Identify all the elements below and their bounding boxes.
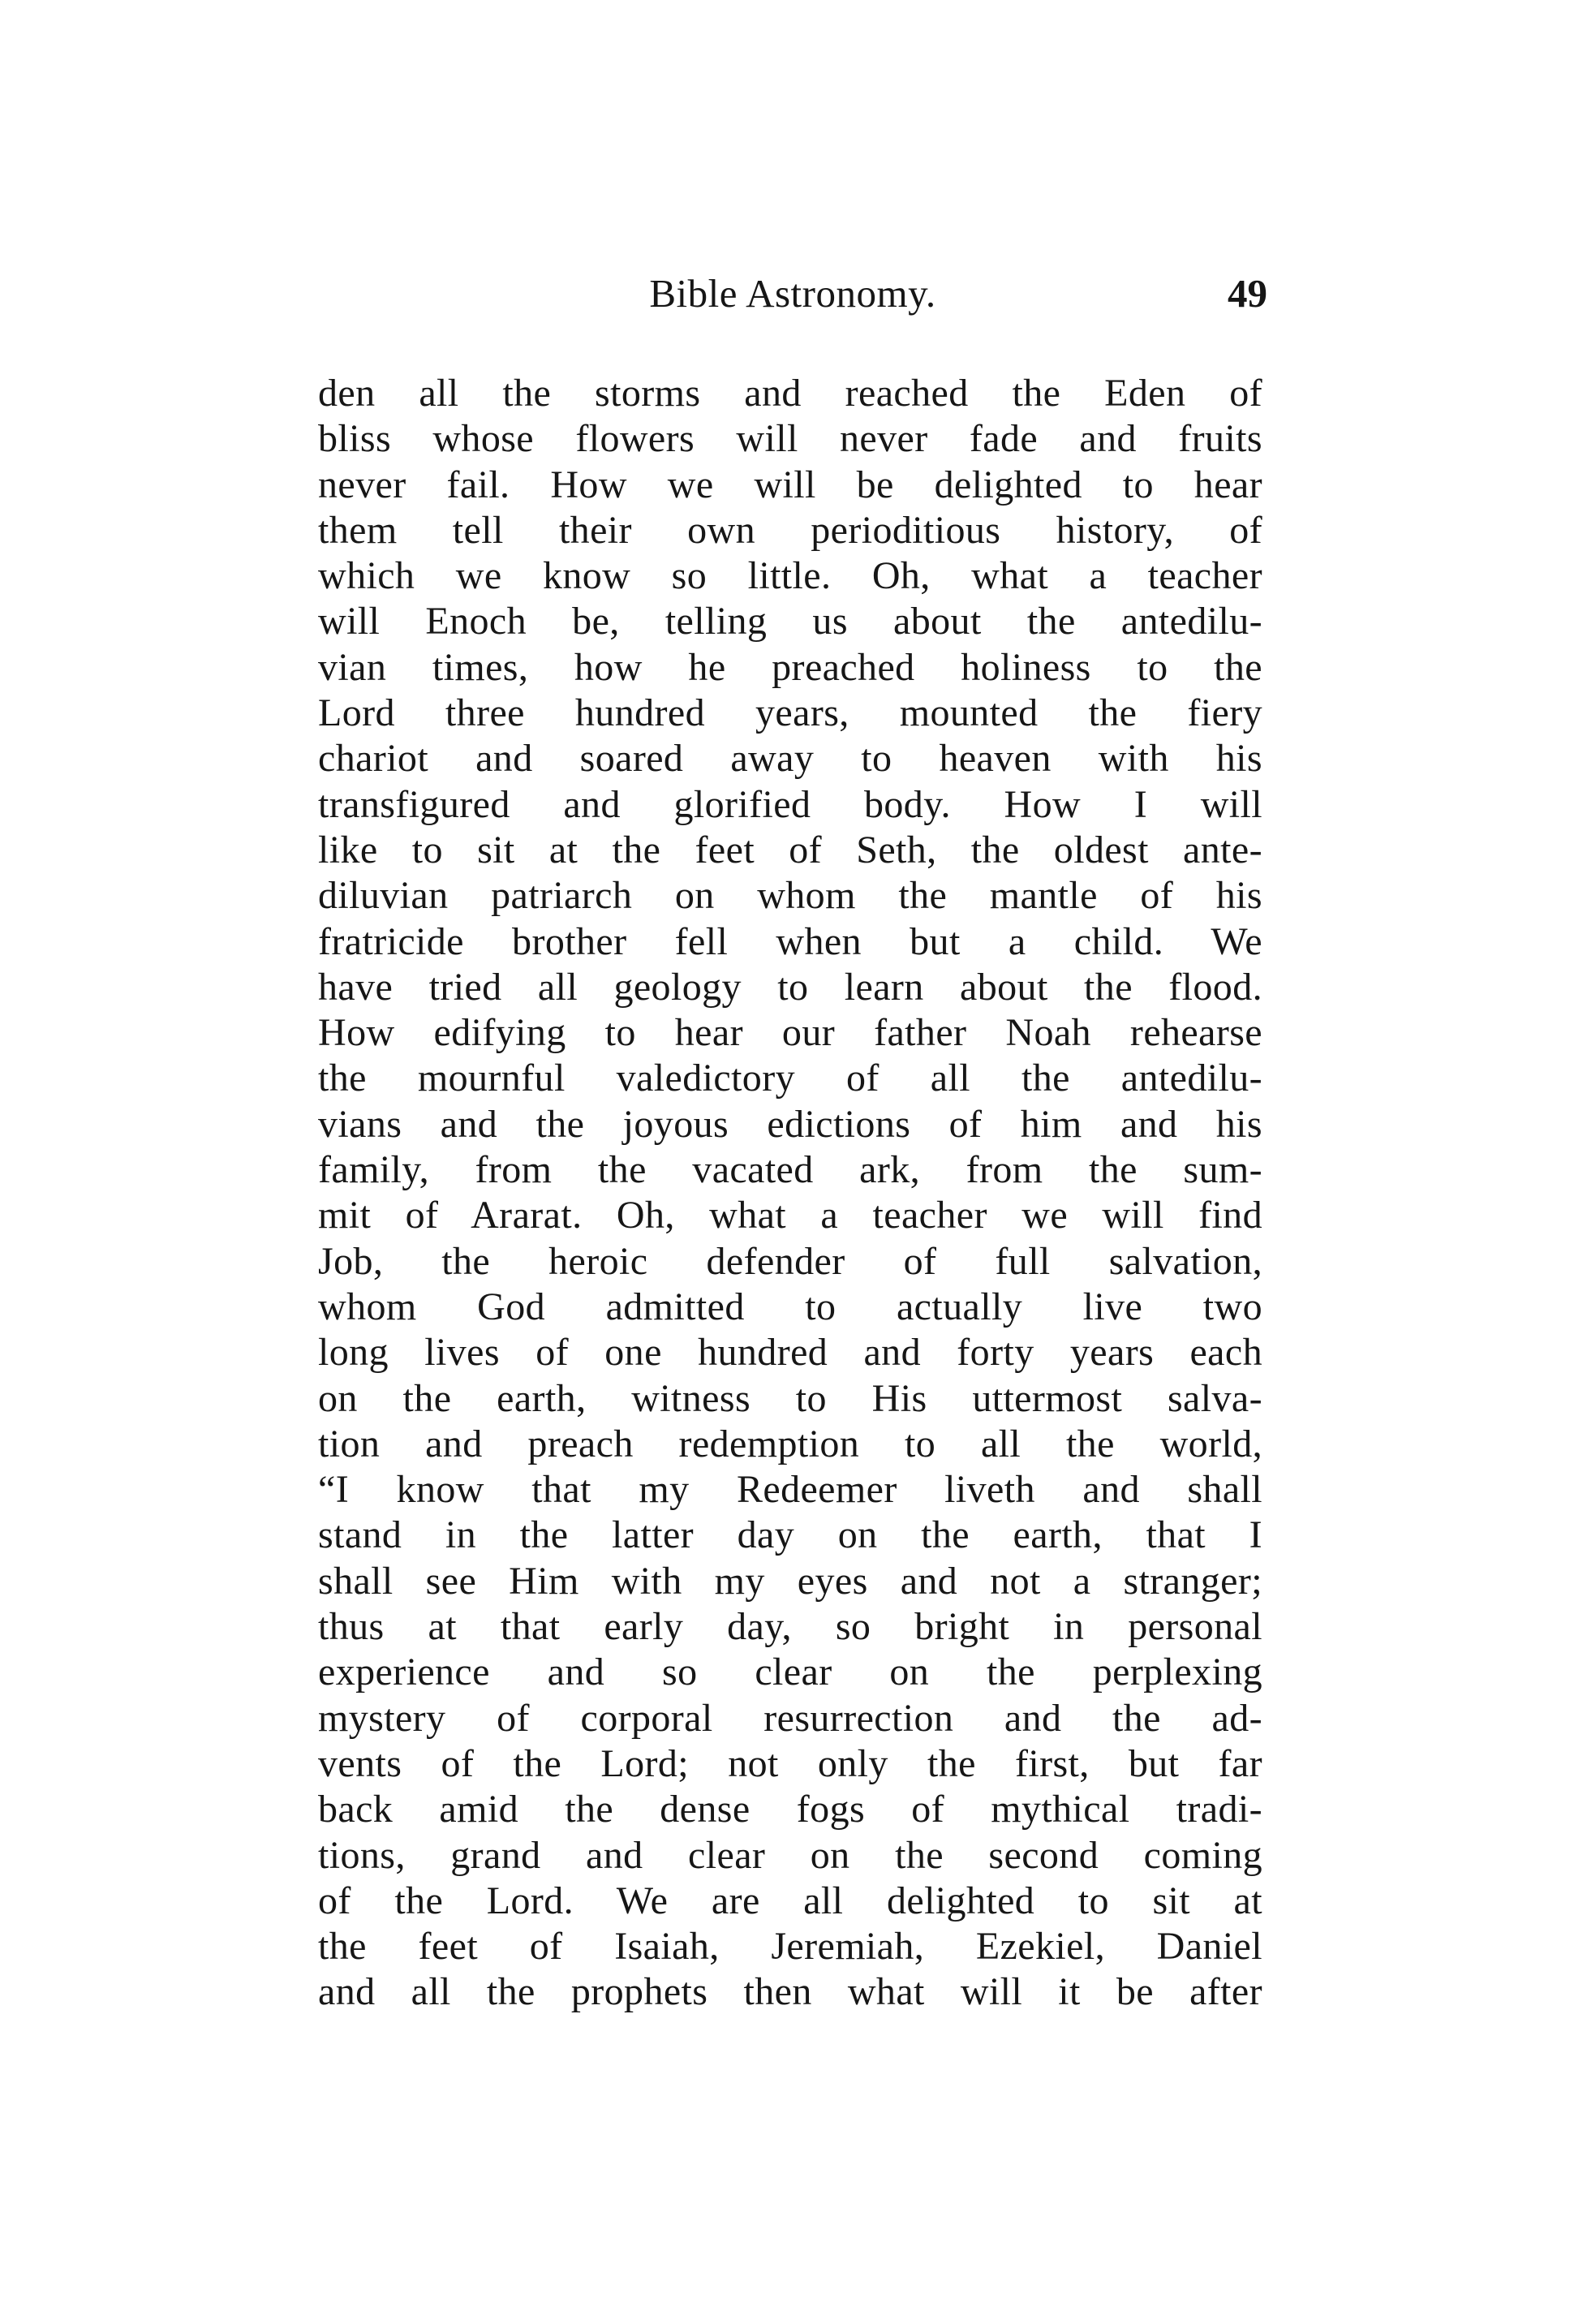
running-head [318,265,1267,323]
text-line: “I know that my Redeemer liveth and shall [318,1468,1262,1512]
text-line: experience and so clear on the perplexing [318,1650,1262,1694]
text-line: which we know so little. Oh, what a teacher [318,554,1262,598]
text-line: transfigured and glorified body. How I will [318,782,1262,826]
running-title: Bible Astronomy. [649,271,936,316]
text-line: mystery of corporal resurrection and the ad- [318,1696,1262,1740]
text-line: diluvian patriarch on whom the mantle of his [318,874,1262,918]
text-line: family, from the vacated ark, from the sum- [318,1148,1262,1192]
text-line: den all the storms and reached the Eden of [318,372,1262,415]
text-line: have tried all geology to learn about the flood. [318,965,1262,1009]
text-line: thus at that early day, so bright in personal [318,1605,1262,1649]
text-line: vians and the joyous edictions of him and his [318,1102,1262,1146]
text-line: back amid the dense fogs of mythical tradi- [318,1788,1262,1831]
text-line: tions, grand and clear on the second coming [318,1833,1262,1877]
text-line: shall see Him with my eyes and not a stranger; [318,1559,1262,1603]
text-line: mit of Ararat. Oh, what a teacher we will find [318,1194,1262,1237]
text-line: vian times, how he preached holiness to the [318,645,1262,689]
text-line: the feet of Isaiah, Jeremiah, Ezekiel, Daniel [318,1925,1262,1969]
text-line: Job, the heroic defender of full salvation, [318,1239,1262,1283]
text-line: whom God admitted to actually live two [318,1285,1262,1328]
text-line: them tell their own perioditious history, of [318,508,1262,552]
text-line: tion and preach redemption to all the world, [318,1422,1262,1465]
text-line: chariot and soared away to heaven with his [318,737,1262,781]
text-line: the mournful valedictory of all the antedilu- [318,1057,1262,1100]
text-line: Lord three hundred years, mounted the fiery [318,691,1262,735]
text-line: of the Lord. We are all delighted to sit at [318,1879,1262,1922]
text-line: long lives of one hundred and forty years each [318,1331,1262,1375]
text-line: stand in the latter day on the earth, that I [318,1513,1262,1557]
page-number: 49 [1228,271,1267,316]
body-text [318,371,1262,2016]
text-line: and all the prophets then what will it be after [318,1970,1262,2014]
text-line: vents of the Lord; not only the first, but far [318,1741,1262,1785]
text-line: fratricide brother fell when but a child. We [318,919,1262,963]
text-line: like to sit at the feet of Seth, the oldest ante- [318,828,1262,872]
text-line: never fail. How we will be delighted to hear [318,463,1262,506]
text-line: will Enoch be, telling us about the antedilu- [318,600,1262,643]
text-line: bliss whose flowers will never fade and fruits [318,417,1262,461]
text-line: on the earth, witness to His uttermost salva- [318,1376,1262,1420]
text-line: How edifying to hear our father Noah rehearse [318,1011,1262,1055]
